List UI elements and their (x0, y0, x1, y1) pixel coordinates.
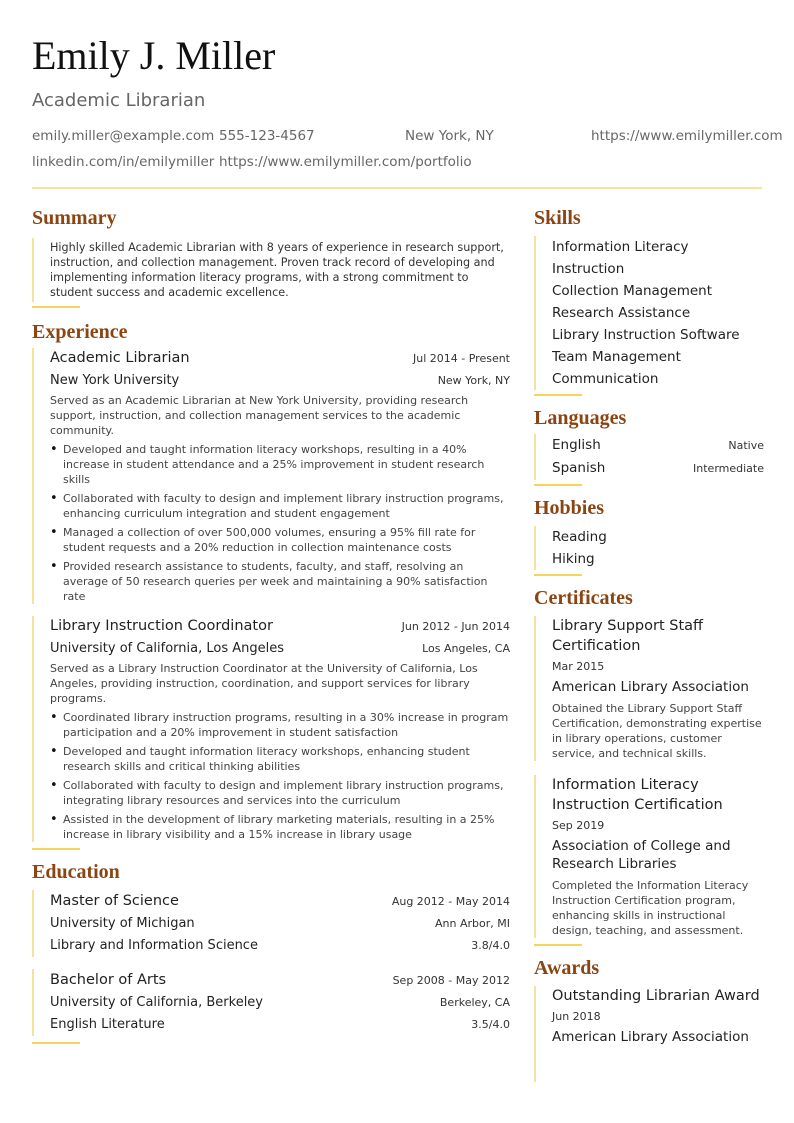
job-date: Jul 2014 - Present (413, 352, 510, 365)
experience-heading: Experience (32, 321, 128, 343)
certificate-title: Library Support Staff Certification (552, 618, 704, 654)
skill-item: Team Management (552, 349, 681, 365)
achievement-item: • Provided research assistance to students, faculty, and staff, resolving an average of 50 research queries per week and maintaining a 90% satisfaction rate (50, 559, 510, 604)
hobbies-underline (534, 574, 582, 576)
job-description: Served as a Library Instruction Coordinator at the University of California, Los Angeles, providing instruction, coordination, and support services for library programs. (50, 662, 478, 705)
hobbies-block (534, 526, 764, 570)
edu-school: University of California, Berkeley (50, 995, 263, 1010)
linkedin-link[interactable]: linkedin.com/in/emilymiller (32, 154, 215, 170)
candidate-name: Emily J. Miller (32, 33, 276, 78)
experience-block (32, 348, 510, 604)
education-heading: Education (32, 861, 120, 883)
skills-heading: Skills (534, 207, 581, 229)
experience-block (32, 616, 510, 842)
edu-date: Sep 2008 - May 2012 (392, 974, 510, 987)
certificates-heading: Certificates (534, 587, 633, 609)
achievement-item: • Developed and taught information literacy workshops, resulting in a 40% increase in student attendance and a 25% improvement in student research skills (50, 442, 510, 487)
edu-school: University of Michigan (50, 916, 195, 931)
skill-item: Communication (552, 371, 659, 387)
hobby-item: Reading (552, 529, 607, 545)
edu-degree: Bachelor of Arts (50, 972, 167, 988)
edu-gpa: 3.8/4.0 (471, 939, 510, 952)
achievement-item: • Collaborated with faculty to design and implement library instruction programs, integrating library resources and services into the curriculum (50, 778, 510, 808)
candidate-title: Academic Librarian (32, 90, 206, 111)
achievement-item: • Managed a collection of over 500,000 volumes, ensuring a 95% fill rate for student requests and a 20% reduction in collection maintenance costs (50, 525, 510, 555)
languages-underline (534, 484, 582, 486)
skill-item: Research Assistance (552, 305, 691, 321)
hobby-item: Hiking (552, 551, 595, 567)
certificates-underline (534, 944, 582, 946)
phone-number: 555-123-4567 (219, 128, 315, 144)
languages-block (534, 434, 764, 480)
experience-underline (32, 848, 80, 850)
sidebar-column (534, 206, 764, 1082)
email-link[interactable]: emily.miller@example.com (32, 128, 215, 144)
job-title: Library Instruction Coordinator (50, 618, 273, 634)
certificate-description: Obtained the Library Support Staff Certification, demonstrating expertise in library operations, customer service, and technical skills. (552, 702, 762, 760)
website-link[interactable]: https://www.emilymiller.com (591, 128, 783, 144)
job-achievements (50, 442, 510, 604)
job-description: Served as an Academic Librarian at New York University, providing research support, instruction, and collection management services to the academic community. (50, 394, 469, 437)
job-date: Jun 2012 - Jun 2014 (401, 620, 510, 633)
job-organization: University of California, Los Angeles (50, 641, 285, 656)
language-name: Spanish (552, 460, 606, 476)
job-achievements (50, 710, 510, 842)
summary-underline (32, 306, 80, 308)
summary-text: Highly skilled Academic Librarian with 8 years of experience in research support, instruction, and collection management. Proven track record of developing and implementing information literacy programs, with a strong commitment to student success and academic excellence. (32, 238, 510, 302)
certificate-title: Information Literacy Instruction Certification (552, 777, 723, 813)
award-title: Outstanding Librarian Award (552, 988, 760, 1004)
edu-date: Aug 2012 - May 2014 (391, 895, 510, 908)
edu-gpa: 3.5/4.0 (471, 1018, 510, 1031)
award-date: Jun 2018 (552, 1010, 601, 1023)
language-level: Intermediate (693, 462, 764, 475)
edu-degree: Master of Science (50, 893, 179, 909)
certificate-issuer: Association of College and Research Libraries (552, 838, 731, 872)
contact-row-primary (32, 128, 783, 148)
skill-item: Library Instruction Software (552, 327, 740, 343)
job-location: New York, NY (437, 374, 510, 387)
language-level: Native (728, 439, 764, 452)
achievement-item: • Assisted in the development of library marketing materials, resulting in a 25% increase in library visibility and a 15% increase in library usage (50, 812, 510, 842)
resume-header (32, 33, 783, 174)
job-title: Academic Librarian (50, 350, 190, 366)
edu-field: English Literature (50, 1017, 165, 1032)
header-divider (32, 187, 762, 189)
language-name: English (552, 437, 601, 453)
job-organization: New York University (50, 373, 180, 388)
skills-block (534, 236, 764, 390)
job-location: Los Angeles, CA (422, 642, 510, 655)
edu-location: Ann Arbor, MI (435, 917, 510, 930)
certificate-block (534, 775, 764, 938)
summary-heading: Summary (32, 207, 117, 229)
hobbies-heading: Hobbies (534, 497, 605, 519)
portfolio-link[interactable]: https://www.emilymiller.com/portfolio (219, 154, 472, 170)
certificate-description: Completed the Information Literacy Instruction Certification program, enhancing skills in instructional design, teaching, and assessment. (552, 879, 749, 937)
achievement-item: • Collaborated with faculty to design and implement library instruction programs, enhancing curriculum integration and student engagement (50, 491, 510, 521)
location-text: New York, NY (405, 128, 494, 144)
languages-heading: Languages (534, 407, 627, 429)
education-block (32, 969, 510, 1036)
skill-item: Collection Management (552, 283, 712, 299)
award-block (534, 986, 764, 1082)
certificate-issuer: American Library Association (552, 679, 749, 695)
language-item (552, 434, 764, 457)
certificate-date: Sep 2019 (552, 819, 605, 832)
skills-underline (534, 394, 582, 396)
achievement-item: • Developed and taught information literacy workshops, enhancing student research skills and critical thinking abilities (50, 744, 510, 774)
education-underline (32, 1042, 80, 1044)
education-block (32, 890, 510, 957)
certificate-date: Mar 2015 (552, 660, 605, 673)
edu-location: Berkeley, CA (439, 996, 510, 1009)
contact-row-secondary (32, 154, 762, 174)
awards-heading: Awards (534, 957, 600, 979)
skill-item: Information Literacy Instruction (552, 239, 689, 277)
achievement-item: • Coordinated library instruction programs, resulting in a 30% increase in program participation and a 20% improvement in student satisfaction (50, 710, 510, 740)
experience-item (50, 616, 510, 842)
experience-item (50, 348, 510, 604)
award-issuer: American Library Association (552, 1029, 749, 1045)
language-item (552, 457, 764, 480)
certificate-block (534, 616, 764, 761)
main-column (32, 206, 510, 1044)
edu-field: Library and Information Science (50, 938, 258, 953)
